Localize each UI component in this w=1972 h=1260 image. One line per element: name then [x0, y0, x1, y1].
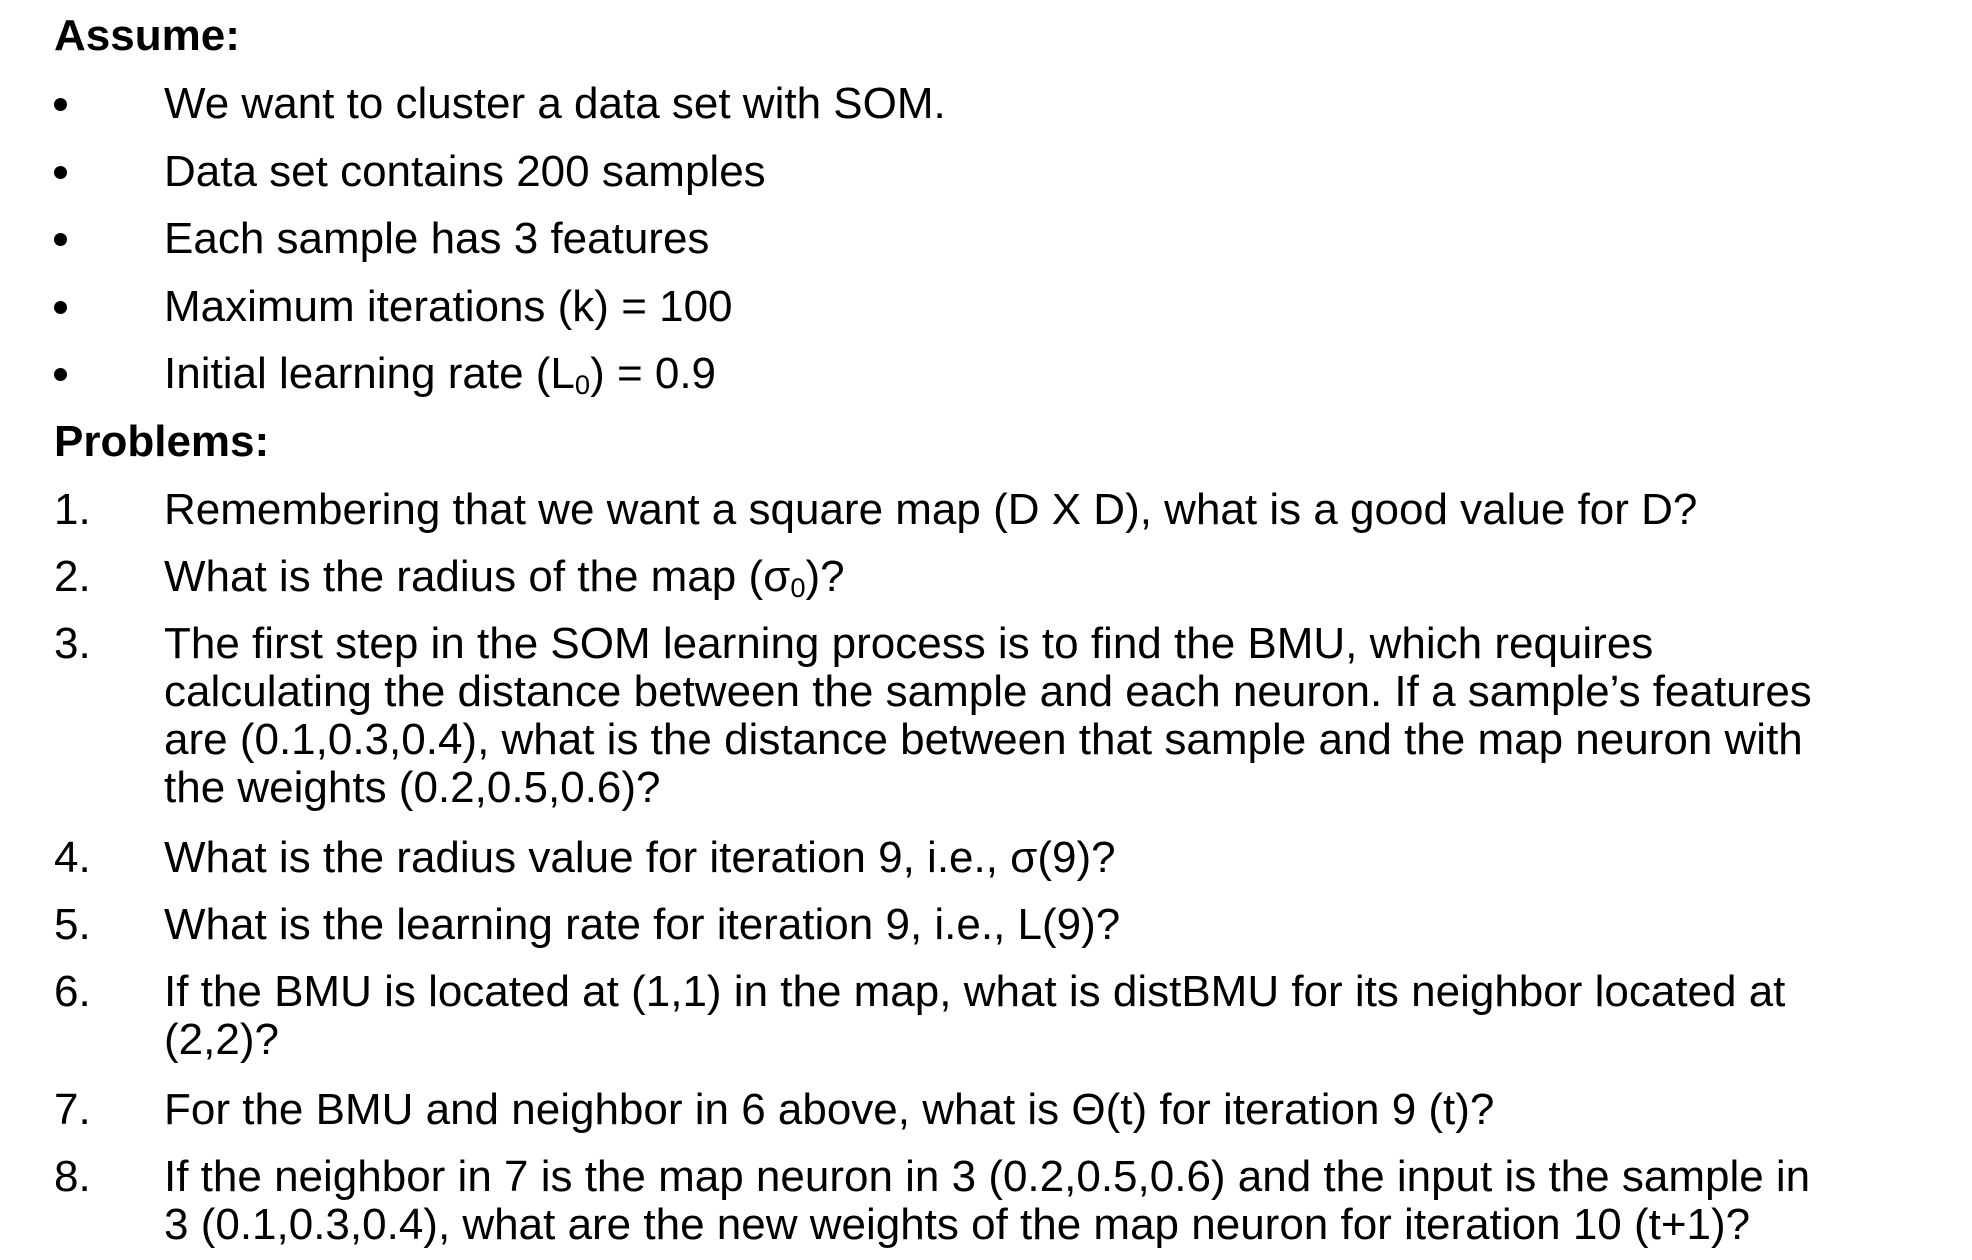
problem-number: 7. [54, 1085, 91, 1134]
problem-number: 1. [54, 485, 91, 534]
problem-number: 3. [54, 619, 91, 668]
assume-item-text: We want to cluster a data set with SOM. [164, 79, 946, 128]
problem-text: What is the learning rate for iteration 9, i.e., L(9)? [164, 900, 1121, 949]
problem-text: For the BMU and neighbor in 6 above, what is Θ(t) for iteration 9 (t)? [164, 1085, 1495, 1134]
problem-text: Remembering that we want a square map (D X D), what is a good value for D? [164, 485, 1698, 534]
problem-number: 4. [54, 833, 91, 882]
problem-number: 5. [54, 900, 91, 949]
problems-heading: Problems: [54, 417, 270, 466]
problem-text: What is the radius value for iteration 9, i.e., σ(9)? [164, 833, 1116, 882]
problem-text: If the BMU is located at (1,1) in the map, what is distBMU for its neighbor located at (2,2)? [164, 967, 1786, 1064]
bullet-icon [54, 233, 67, 246]
assume-item-text: Maximum iterations (k) = 100 [164, 282, 733, 331]
bullet-icon [54, 368, 67, 381]
problem-text: If the neighbor in 7 is the map neuron in 3 (0.2,0.5,0.6) and the input is the sample in 3 (0.1,0.3,0.4), what are the new weights of the map neuron for iteration 10 (t+1)? [164, 1152, 1811, 1249]
problem-number: 8. [54, 1152, 91, 1201]
problem-number: 6. [54, 967, 91, 1016]
assume-item-text: Initial learning rate $(L_0) = 0.9$ [164, 349, 717, 400]
assume-item-text: Data set contains 200 samples [164, 147, 766, 196]
assume-heading: Assume: [54, 11, 240, 60]
problem-text: The first step in the SOM learning process is to find the BMU, which requires calculating the distance between the sample and each neuron. If a sample’s features are (0.1,0.3,0.4), what is the distance between that sample and the map neuron with the weights (0.2,0.5,0.6)? [164, 619, 1812, 812]
assume-item-text: Each sample has 3 features [164, 214, 710, 263]
bullet-icon [54, 301, 67, 314]
bullet-icon [54, 98, 67, 111]
problem-text: What is the radius of the map $(\sigma_0)$? [164, 552, 845, 603]
bullet-icon [54, 166, 67, 179]
problem-number: 2. [54, 552, 91, 601]
